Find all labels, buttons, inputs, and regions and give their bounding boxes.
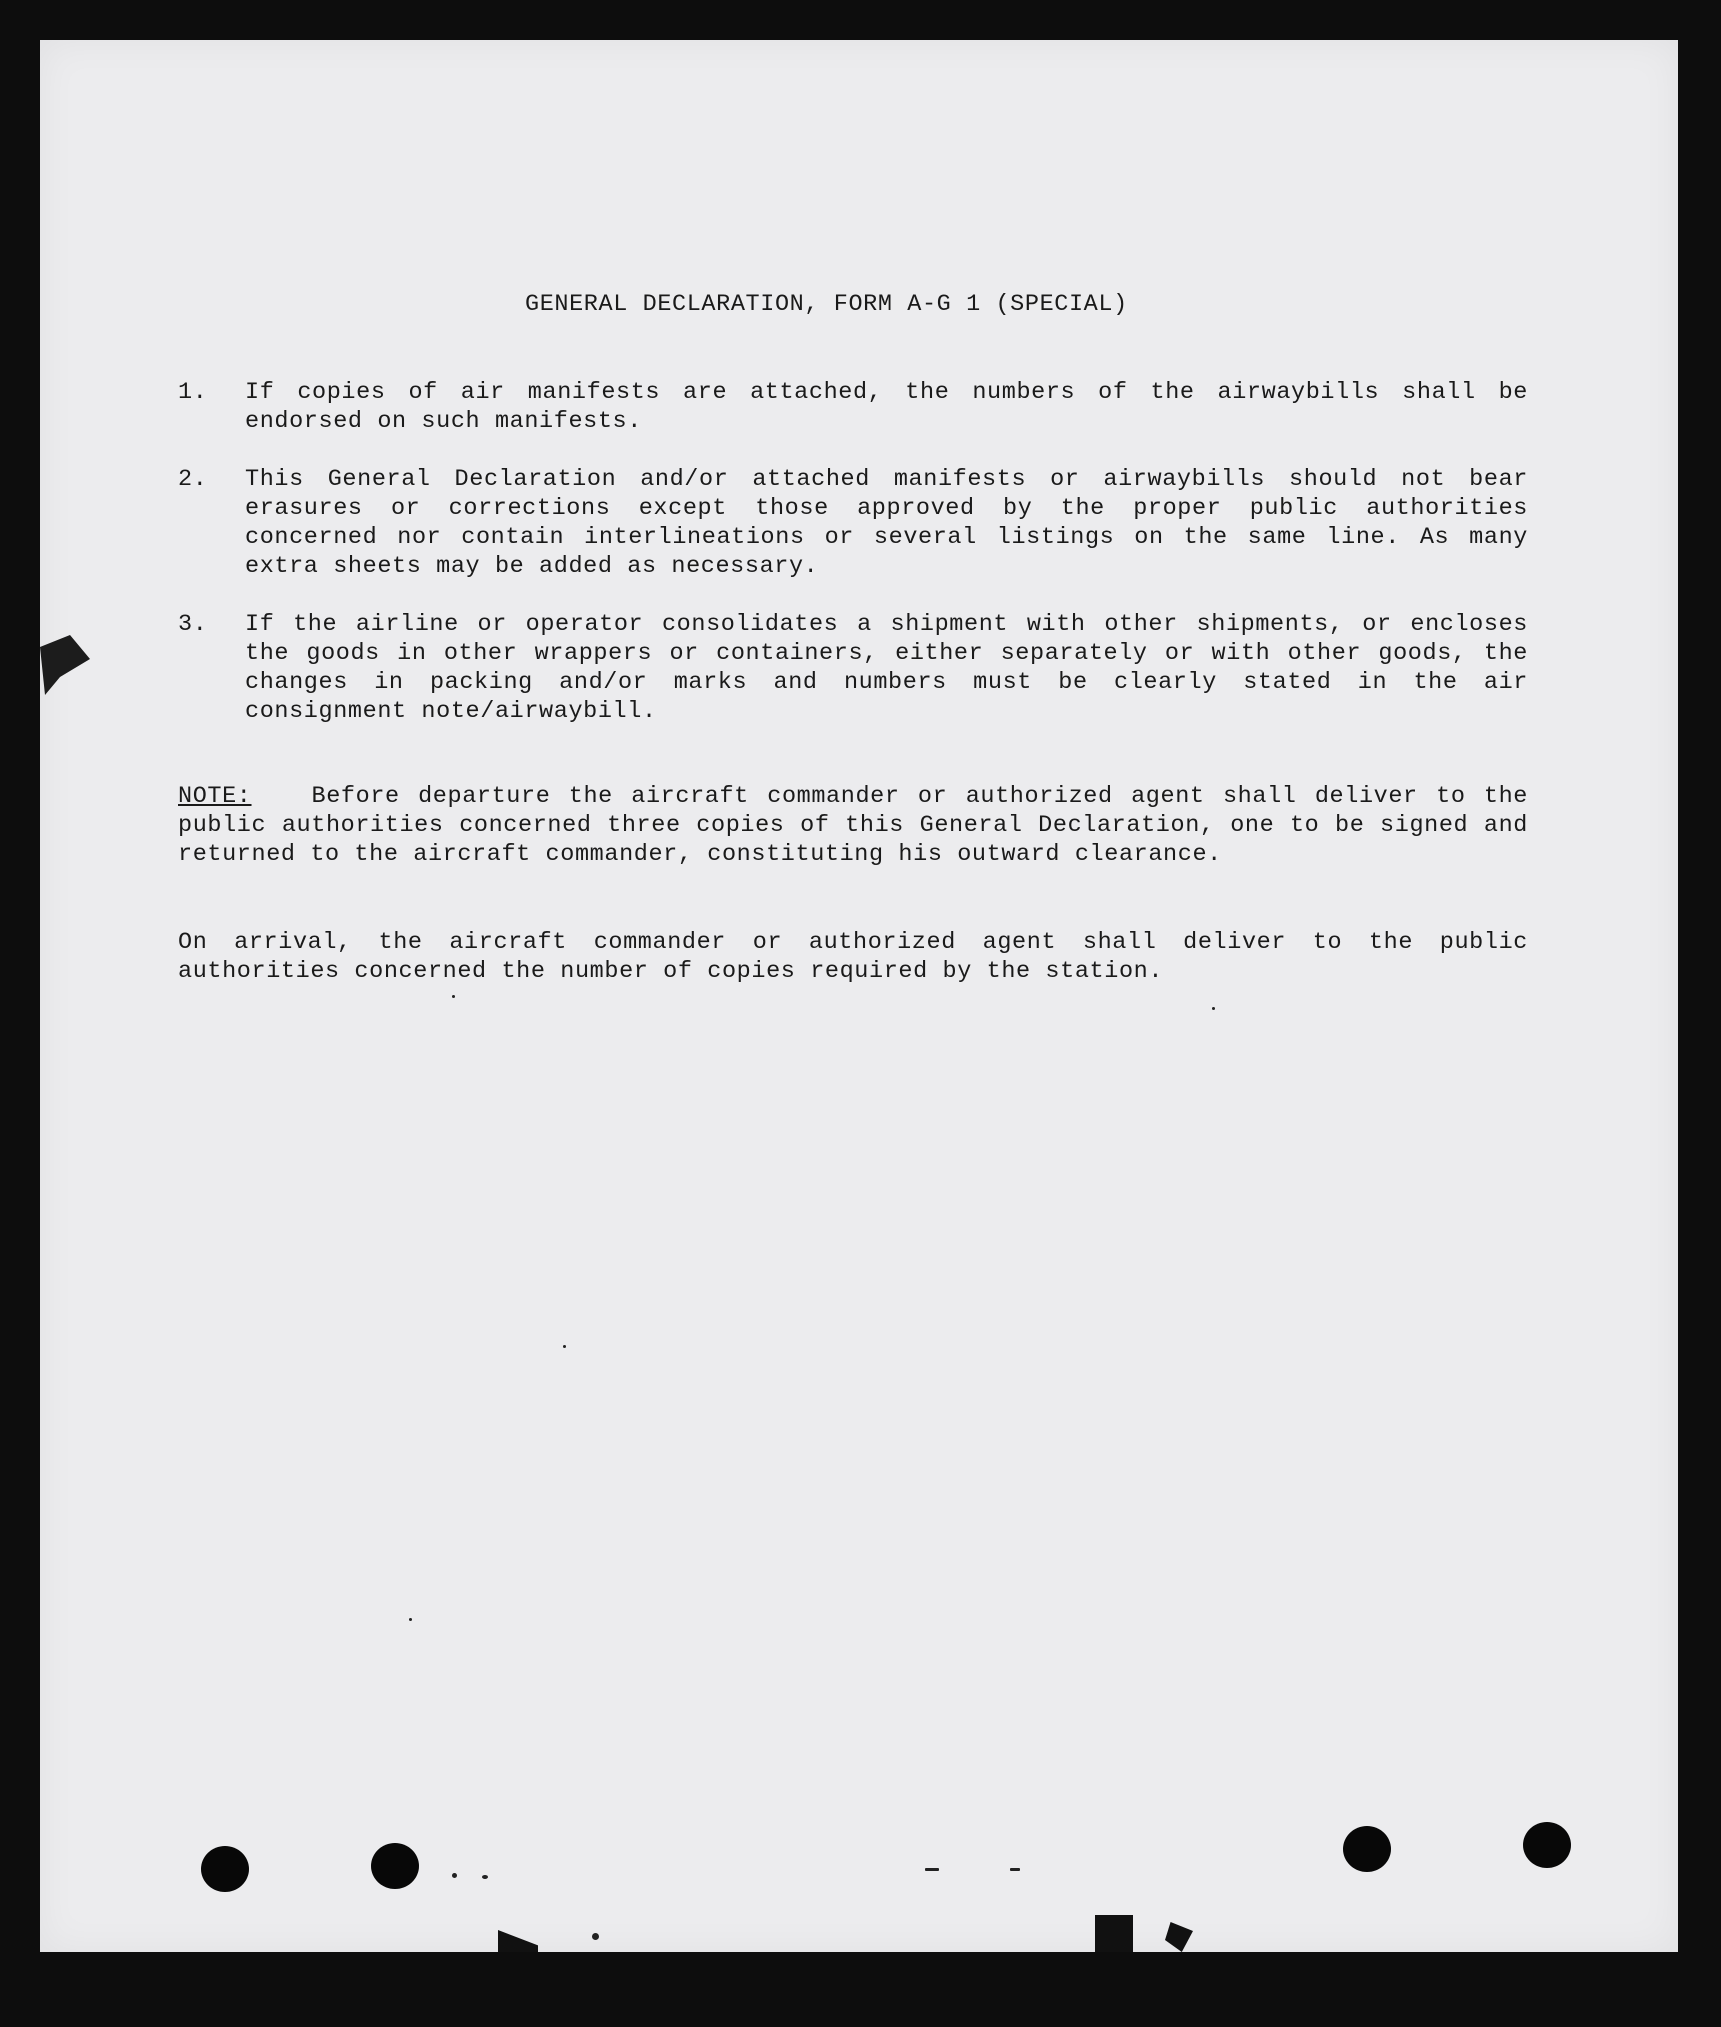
ink-speck — [1212, 1007, 1215, 1010]
punch-hole — [1343, 1826, 1391, 1872]
item-text: If copies of air manifests are attached, the numbers of the airwaybills shall be endorsed on such manifests. — [245, 379, 1528, 435]
document-title: GENERAL DECLARATION, FORM A-G 1 (SPECIAL) — [525, 291, 1128, 318]
ink-speck — [925, 1868, 939, 1871]
ink-speck — [482, 1875, 488, 1879]
document-page — [40, 40, 1678, 1952]
arrival-paragraph: On arrival, the aircraft commander or authorized agent shall deliver to the public authorities concerned the number of copies required by the station. — [178, 929, 1528, 985]
ink-speck — [409, 1618, 412, 1621]
item-number: 2. — [178, 466, 208, 493]
note-paragraph — [178, 782, 1528, 869]
punch-hole — [1523, 1822, 1571, 1868]
item-text: If the airline or operator consolidates a shipment with other shipments, or encloses the goods in other wrappers or containers, either separately or with other goods, the changes in packing and/or marks and numbers must be clearly stated in the air consignment note/airwaybill. — [245, 611, 1528, 725]
item-text: This General Declaration and/or attached manifests or airwaybills should not bear erasures or corrections except those approved by the proper public authorities concerned nor contain interlineations or several listings on the same line. As many extra sheets may be added as necessary. — [245, 466, 1528, 580]
punch-hole — [201, 1846, 249, 1892]
note-text: Before departure the aircraft commander or authorized agent shall deliver to the public authorities concerned three copies of this General Declaration, one to be signed and returned to the aircraft commander, constituting his outward clearance. — [178, 783, 1528, 868]
punch-hole — [371, 1843, 419, 1889]
ink-speck — [452, 1873, 457, 1878]
ink-speck — [1010, 1868, 1020, 1871]
ink-speck — [563, 1345, 566, 1348]
edge-blot — [1095, 1915, 1133, 1952]
note-label: NOTE: — [178, 783, 252, 810]
item-number: 3. — [178, 611, 208, 638]
ink-speck — [452, 995, 455, 998]
item-number: 1. — [178, 379, 208, 406]
ink-speck — [592, 1933, 599, 1940]
